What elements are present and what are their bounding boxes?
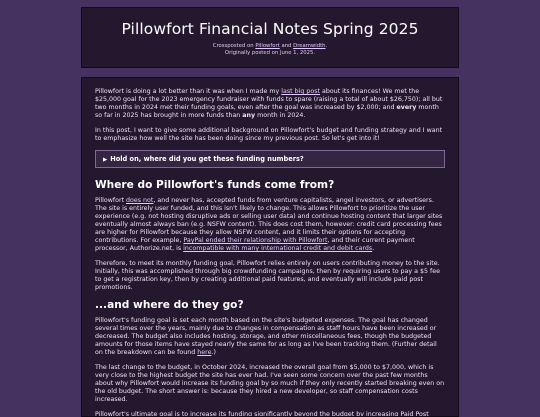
s2-text-b: .) [211,348,216,356]
crosspost-suffix: . [325,43,328,49]
s1-text-c: , and their current payment processor, Authorize.net, is [95,237,415,253]
disclosure-triangle-icon: ▶ [103,156,108,163]
intro-text-d: month in 2024. [255,112,306,120]
crosspost-prefix: Crossposted on [212,43,256,49]
intro-text-a: Pillowfort is doing a lot better than it was when I made my [95,88,282,95]
s2-text-a: Pillowfort's funding goal is set each month based on the site's budgeted expenses. The goal has changed several times over the years, mainly due to changes in compensation as staff hours have been increased or decreased. The budget also includes hosting, storage, and other miscellaneous fees, though the budgeted amounts for those items have stayed nearly the same for as long as I've been tracking them. (Further detail on the breakdown can be found [95,316,437,356]
section1-paragraph-1 [95,197,445,254]
intro-paragraph-2: In this post, I want to give some additional background on Pillowfort's budget and funding strategy and I want to emphasize how well the site has been doing since my previous post. So let's get into it! [95,126,443,142]
crosspost-link-pillowfort[interactable]: Pillowfort [255,43,280,49]
s1-text-a: Pillowfort [95,196,127,204]
intro-text-b: about its finances! We met the $25,000 goal for the 2023 emergency fundraiser with funds to spare (raising a total of about $26,750); all but two months in 2024 met their funding goals, even after the goal was increased by $2,000; and [95,88,443,112]
crosspost-and: and [279,43,294,49]
section2-paragraph-2: The last change to the budget, in October 2024, increased the overall goal from $5,000 to $7,000, which is very close to the highest budget the site has ever had. I've seen some concern over the past few months about why Pillowfort would increase its funding goal by so much if they only recently started breaking even on the old budget. The short answer is: because they hired a new developer, so staff compensation costs increased. [95,363,445,403]
s1-text-d: . [372,245,375,253]
section2-paragraph-3: Pillowfort's ultimate goal is to increase its funding significantly beyond the budget by increasing Paid Post [95,410,429,417]
section2-paragraph-1 [95,317,445,357]
intro-paragraph-1 [95,88,445,120]
posted-date: Originally posted on June 1, 2025. [224,50,316,57]
funding-numbers-disclosure[interactable] [95,150,445,168]
article-body [81,77,459,417]
intro-emphasis-every: every [396,104,417,112]
crosspost-line [82,43,458,50]
post-header [81,7,459,68]
disclosure-summary: Hold on, where did you get these funding numbers? [110,154,304,163]
incompatible-cards-link[interactable]: incompatible with many international credit and debit cards [183,245,373,253]
page-title: Pillowfort Financial Notes Spring 2025 [121,20,419,38]
does-not-link[interactable]: does not [126,196,154,204]
paypal-link[interactable]: PayPal ended their relationship with Pillowfort [183,237,328,245]
section-heading-funds-sources: Where do Pillowfort's funds come from? [95,178,335,191]
section-heading-funds-destinations: ...and where do they go? [95,298,244,311]
section1-paragraph-2: Therefore, to meet its monthly funding goal, Pillowfort relies entirely on users contributing money to the site. Initially, this was accomplished through big crowdfunding campaigns, then by requiring users to pay a $5 fee to get a registration key, then by creating additional paid features, and eventually will include paid post promotions. [95,259,440,291]
s1-text-b: , and never has, accepted funds from venture capitalists, angel investors, or advertisers. The site is entirely user funded, and this isn't likely to change. This allows Pillowfort to prioritize the user experience (e.g. not hosting disruptive ads or selling user data) and continue hosting content that larger sites eventually almost always ban (e.g. NSFW content). This does cost them, however: credit card processing fees are higher for Pillowfort because they allow NSFW content, and it limits their options for accepting contributions. For example, [95,196,443,245]
intro-emphasis-any: any [242,112,256,120]
intro-text-c: month so far in 2025 has brought in more funds than [95,104,439,120]
last-big-post-link[interactable]: last big post [281,88,320,95]
breakdown-here-link[interactable]: here [197,348,212,356]
crosspost-link-dreamwidth[interactable]: Dreamwidth [293,43,326,49]
